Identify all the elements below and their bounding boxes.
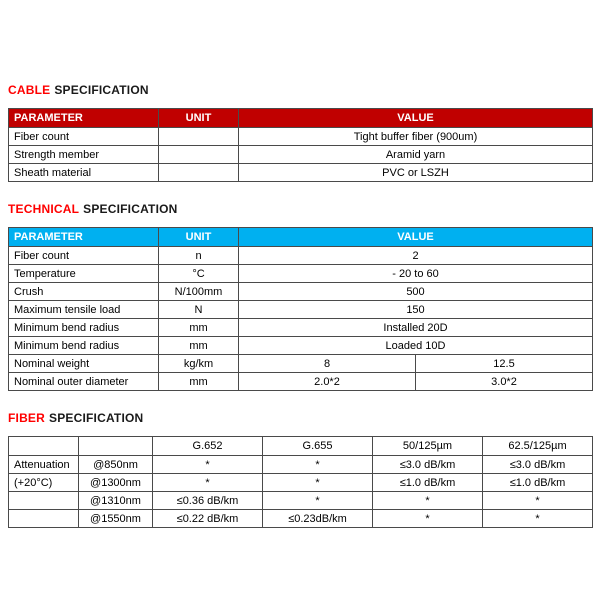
cell-50-125um: ≤1.0 dB/km [373, 474, 483, 492]
cell-62-5-125um: * [483, 492, 593, 510]
cell-value: PVC or LSZH [239, 164, 593, 182]
heading-rest-technical: SPECIFICATION [83, 202, 178, 216]
table-row [9, 492, 593, 510]
cell-62-5-125um: ≤3.0 dB/km [483, 456, 593, 474]
cell-parameter: Fiber count [9, 128, 159, 146]
table-row [9, 146, 593, 164]
table-row [9, 301, 593, 319]
table-row [9, 319, 593, 337]
cell-g655: * [263, 456, 373, 474]
cell-g655: * [263, 492, 373, 510]
cell-g652: ≤0.36 dB/km [153, 492, 263, 510]
cell-parameter: Crush [9, 283, 159, 301]
section-heading-cable [8, 83, 592, 97]
cell-unit: N [159, 301, 239, 319]
cell-unit: N/100mm [159, 283, 239, 301]
col-header-value: VALUE [239, 228, 593, 247]
cell-wavelength: @1310nm [79, 492, 153, 510]
cell-parameter: Temperature [9, 265, 159, 283]
table-row [9, 337, 593, 355]
cell-wavelength: @850nm [79, 456, 153, 474]
cell-g652: * [153, 474, 263, 492]
cell-parameter: Minimum bend radius [9, 337, 159, 355]
cell-unit [159, 128, 239, 146]
col-header-unit: UNIT [159, 109, 239, 128]
cell-g652: * [153, 456, 263, 474]
cell-value: 500 [239, 283, 593, 301]
col-header-value: VALUE [239, 109, 593, 128]
table-row [9, 474, 593, 492]
cell-unit: kg/km [159, 355, 239, 373]
table-row [9, 164, 593, 182]
cell-unit: mm [159, 337, 239, 355]
col-header-blank [79, 437, 153, 456]
table-row [9, 355, 593, 373]
cell-g652: ≤0.22 dB/km [153, 510, 263, 528]
cell-unit: mm [159, 373, 239, 391]
cell-50-125um: * [373, 492, 483, 510]
fiber-header-row [9, 437, 593, 456]
cell-62-5-125um: ≤1.0 dB/km [483, 474, 593, 492]
col-header-blank [9, 437, 79, 456]
cell-value: Tight buffer fiber (900um) [239, 128, 593, 146]
table-row [9, 265, 593, 283]
cell-value: Installed 20D [239, 319, 593, 337]
cable-spec-table [8, 108, 593, 182]
table-row [9, 128, 593, 146]
table-row [9, 247, 593, 265]
technical-spec-table [8, 227, 593, 391]
cell-row-label [9, 492, 79, 510]
heading-rest-cable: SPECIFICATION [54, 83, 149, 97]
cell-50-125um: ≤3.0 dB/km [373, 456, 483, 474]
col-header-62-5-125um: 62.5/125µm [483, 437, 593, 456]
cell-unit [159, 146, 239, 164]
cell-value-right: 3.0*2 [416, 373, 593, 391]
col-header-unit: UNIT [159, 228, 239, 247]
fiber-spec-table [8, 436, 593, 528]
cell-value-left: 2.0*2 [239, 373, 416, 391]
cell-parameter: Strength member [9, 146, 159, 164]
col-header-g655: G.655 [263, 437, 373, 456]
cell-value: 150 [239, 301, 593, 319]
cell-parameter: Nominal weight [9, 355, 159, 373]
cable-header-row [9, 109, 593, 128]
cell-62-5-125um: * [483, 510, 593, 528]
cell-value-left: 8 [239, 355, 416, 373]
cell-value: Aramid yarn [239, 146, 593, 164]
cell-parameter: Nominal outer diameter [9, 373, 159, 391]
cell-value-right: 12.5 [416, 355, 593, 373]
section-heading-technical [8, 202, 592, 216]
cell-row-label: (+20°C) [9, 474, 79, 492]
table-row [9, 373, 593, 391]
heading-accent-technical: TECHNICAL [8, 202, 80, 216]
cell-g655: * [263, 474, 373, 492]
cell-unit [159, 164, 239, 182]
cell-50-125um: * [373, 510, 483, 528]
cell-row-label: Attenuation [9, 456, 79, 474]
cell-unit: mm [159, 319, 239, 337]
cell-unit: n [159, 247, 239, 265]
cell-value: - 20 to 60 [239, 265, 593, 283]
heading-rest-fiber: SPECIFICATION [49, 411, 144, 425]
cell-row-label [9, 510, 79, 528]
section-heading-fiber [8, 411, 592, 425]
cell-g655: ≤0.23dB/km [263, 510, 373, 528]
cell-wavelength: @1300nm [79, 474, 153, 492]
cell-parameter: Maximum tensile load [9, 301, 159, 319]
technical-header-row [9, 228, 593, 247]
col-header-g652: G.652 [153, 437, 263, 456]
cell-unit: °C [159, 265, 239, 283]
col-header-parameter: PARAMETER [9, 109, 159, 128]
col-header-parameter: PARAMETER [9, 228, 159, 247]
cell-parameter: Fiber count [9, 247, 159, 265]
cell-wavelength: @1550nm [79, 510, 153, 528]
table-row [9, 510, 593, 528]
cell-parameter: Minimum bend radius [9, 319, 159, 337]
cell-value: 2 [239, 247, 593, 265]
col-header-50-125um: 50/125µm [373, 437, 483, 456]
table-row [9, 283, 593, 301]
cell-value: Loaded 10D [239, 337, 593, 355]
table-row [9, 456, 593, 474]
cell-parameter: Sheath material [9, 164, 159, 182]
heading-accent-cable: CABLE [8, 83, 51, 97]
heading-accent-fiber: FIBER [8, 411, 45, 425]
